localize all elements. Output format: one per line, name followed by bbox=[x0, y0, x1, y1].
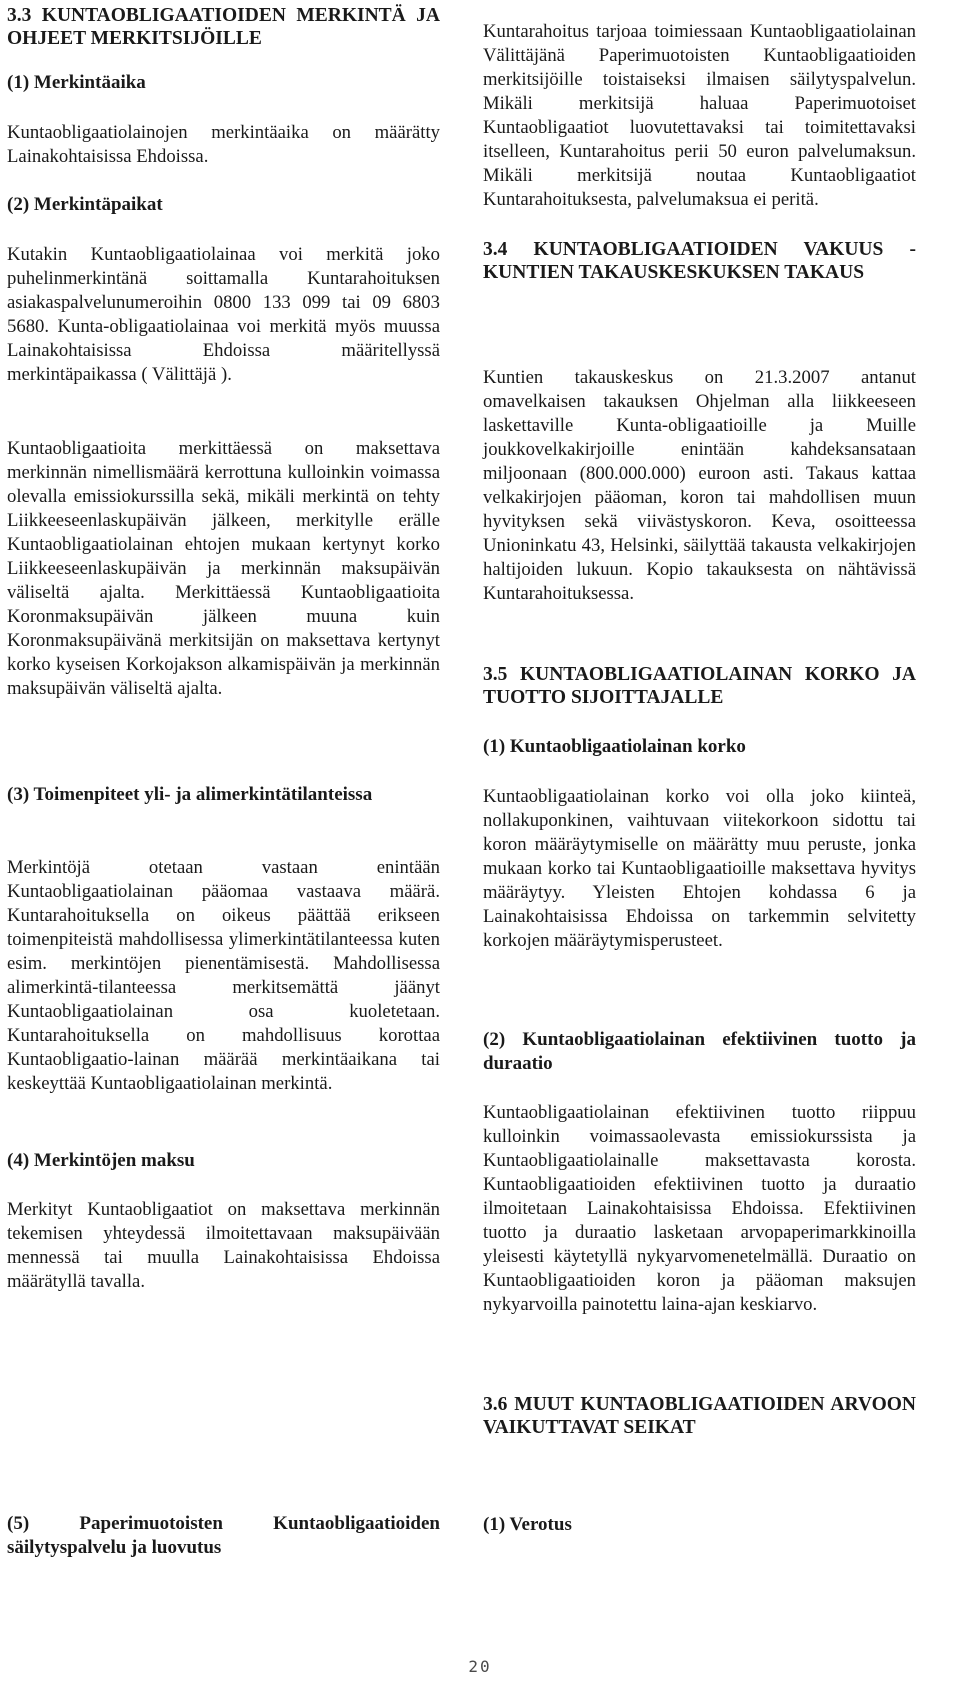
section-3-4-heading: 3.4 KUNTAOBLIGAATIOIDEN VAKUUS - KUNTIEN TAKAUSKESKUKSEN TAKAUS bbox=[483, 239, 916, 283]
subsection-verotus-heading: (1) Verotus bbox=[483, 1514, 572, 1535]
continuation-text: Kuntarahoitus tarjoaa toimiessaan Kuntaobligaatiolainan Välittäjänä Paperimuotoisten Kuntaobligaatioiden merkitsijöille toistaiseksi ilmaisen säilytyspalvelun. Mikäli merkitsijä haluaa Paperimuotoiset Kuntaobligaatiot luovutettavaksi tai toimitettavaksi itselleen, Kuntarahoitus perii 50 euron palvelumaksun. Mikäli merkitsijä noutaa Kuntaobligaatiot Kuntarahoituksesta, palvelumaksua ei peritä. bbox=[483, 21, 916, 211]
subsection-3-5-1-heading: (1) Kuntaobligaatiolainan korko bbox=[483, 736, 746, 757]
subsection-4-heading: (4) Merkintöjen maksu bbox=[7, 1150, 195, 1171]
subsection-3-5-2-text: Kuntaobligaatiolainan efektiivinen tuotto riippuu kulloinkin voimassaolevasta emissiokurssista ja Kuntaobligaatiolainalle maksettavasta korosta. Kuntaobligaatioiden efektiivinen tuotto ja duraatio ilmoitetaan Lainakohtaisissa Ehdoissa. Efektiivinen tuotto ja duraatio lasketaan arvopaperimarkkinoilla yleisesti käytetyllä nykyarvomenetelmällä. Duraatio on Kuntaobligaatioiden koron ja pääoman maksujen nykyarvoilla painotettu laina-ajan keskiarvo. bbox=[483, 1102, 916, 1316]
subsection-1-heading: (1) Merkintäaika bbox=[7, 72, 146, 93]
subsection-2-heading: (2) Merkintäpaikat bbox=[7, 194, 163, 215]
section-3-4-text: Kuntien takauskeskus on 21.3.2007 antanut omavelkaisen takauksen Ohjelman alla liikkeeseen laskettaville Kunta-obligaatioille ja Muille joukkovelkakirjoille enintään kahdeksansataan miljoonaan (800.000.000) euroon asti. Takaus kattaa velkakirjojen pääoman, koron tai mahdollisen muun hyvityksen sekä viivästyskoron. Keva, osoitteessa Unioninkatu 43, Helsinki, säilyttää takausta velkakirjojen haltijoiden lukuun. Kopio takauksesta on nähtävissä Kuntarahoituksessa. bbox=[483, 367, 916, 605]
section-3-6-heading: 3.6 MUUT KUNTAOBLIGAATIOIDEN ARVOON VAIKUTTAVAT SEIKAT bbox=[483, 1394, 916, 1438]
subsection-3-5-1-text: Kuntaobligaatiolainan korko voi olla joko kiinteä, nollakuponkinen, vaihtuvaan viitekorkoon sidottu tai koron määräytymiselle on määrätty muu peruste, jonka mukaan korko tai Kuntaobligaatioille maksettava hyvitys määräytyy. Yleisten Ehtojen kohdassa 6 ja Lainakohtaisissa Ehdoissa on tarkemmin selvitetty korkojen määräytymisperusteet. bbox=[483, 786, 916, 952]
subsection-3-5-2-heading: (2) Kuntaobligaatiolainan efektiivinen tuotto ja duraatio bbox=[483, 1029, 916, 1074]
section-3-5-heading: 3.5 KUNTAOBLIGAATIOLAINAN KORKO JA TUOTTO SIJOITTAJALLE bbox=[483, 664, 916, 708]
section-3-3-heading: 3.3 KUNTAOBLIGAATIOIDEN MERKINTÄ JA OHJEET MERKITSIJÖILLE bbox=[7, 5, 440, 49]
subsection-2-text-1: Kutakin Kuntaobligaatiolainaa voi merkitä joko puhelinmerkintänä soittamalla Kuntarahoituksen asiakaspalvelunumeroihin 0800 133 099 tai 09 6803 5680. Kunta-obligaatiolainaa voi merkitä myös muussa Lainakohtaisissa Ehdoissa määritellyssä merkintäpaikassa ( Välittäjä ). bbox=[7, 244, 440, 386]
subsection-5-heading: (5) Paperimuotoisten Kuntaobligaatioiden säilytyspalvelu ja luovutus bbox=[7, 1513, 440, 1558]
subsection-1-text: Kuntaobligaatiolainojen merkintäaika on määrätty Lainakohtaisissa Ehdoissa. bbox=[7, 122, 440, 168]
page-number: 20 bbox=[468, 1657, 492, 1676]
subsection-4-text: Merkityt Kuntaobligaatiot on maksettava merkinnän tekemisen yhteydessä ilmoitettavaan maksupäivään mennessä tai muulla Lainakohtaisissa Ehdoissa määrätyllä tavalla. bbox=[7, 1199, 440, 1293]
subsection-2-text-2: Kuntaobligaatioita merkittäessä on maksettava merkinnän nimellismäärä kerrottuna kulloinkin voimassa olevalla emissiokurssilla sekä, mikäli merkintä on tehty Liikkeeseenlaskupäivän jälkeen, merkitylle erälle Kuntaobligaatiolainan ehtojen mukaan kertynyt korko Liikkeeseenlaskupäivän ja merkinnän maksupäivän väliseltä ajalta. Merkittäessä Kuntaobligaatioita Koronmaksupäivän jälkeen muuna kuin Koronmaksupäivänä merkitsijän on maksettava kertynyt korko kyseisen Korkojakson alkamispäivän ja merkinnän maksupäivän väliseltä ajalta. bbox=[7, 438, 440, 700]
subsection-3-heading: (3) Toimenpiteet yli- ja alimerkintätilanteissa bbox=[7, 784, 373, 805]
subsection-3-text: Merkintöjä otetaan vastaan enintään Kuntaobligaatiolainan pääomaa vastaava määrä. Kuntarahoituksella on oikeus päättää erikseen toimenpiteistä mahdollisessa ylimerkintätilanteessa kuten esim. merkintöjen pienentämisestä. Mahdollisessa alimerkintä-tilanteessa merkitsemättä jäänyt Kuntaobligaatiolainan osa kuoletetaan. Kuntarahoituksella on mahdollisuus korottaa Kuntaobligaatio-lainan määrää merkintäaikana tai keskeyttää Kuntaobligaatiolainan merkintä. bbox=[7, 857, 440, 1095]
